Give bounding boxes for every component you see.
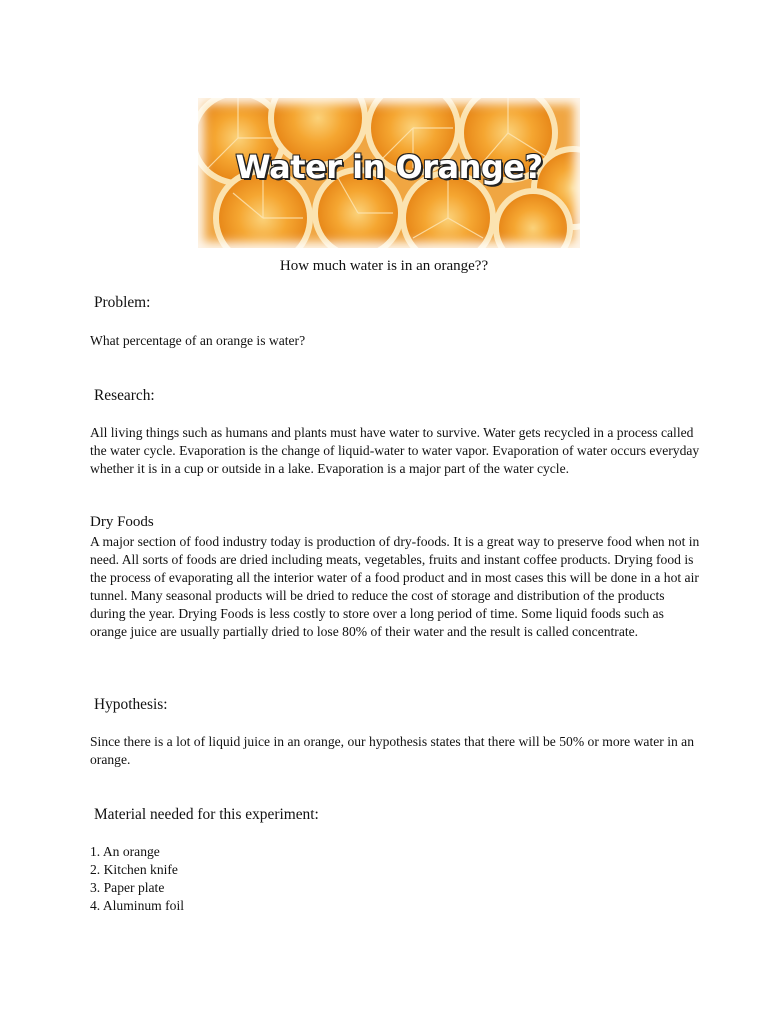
list-item: 4. Aluminum foil: [90, 898, 185, 913]
hypothesis-heading: Hypothesis:: [94, 696, 168, 713]
list-item: 2. Kitchen knife: [90, 862, 178, 877]
list-item: 1. An orange: [90, 844, 160, 859]
research-heading: Research:: [94, 387, 155, 404]
problem-heading: Problem:: [94, 294, 151, 311]
banner-image: [198, 98, 580, 248]
materials-heading: Material needed for this experiment:: [94, 806, 319, 823]
problem-text: What percentage of an orange is water?: [90, 333, 306, 348]
research-text: All living things such as humans and plants must have water to survive. Water gets recycled in a process called the water cycle. Evaporation is the change of liquid-water to water vapor. Evaporation of water occurs everyday whether it is in a cup or outside in a lake. Evaporation is a major part of the water cycle.: [90, 425, 700, 476]
dry-foods-heading: Dry Foods: [90, 514, 154, 530]
image-caption: How much water is in an orange??: [279, 258, 489, 274]
dry-foods-text: A major section of food industry today is production of dry-foods. It is a great way to preserve food when not in need. All sorts of foods are dried including meats, vegetables, fruits and instant coffee products. Drying food is the process of evaporating all the interior water of a food product and in most cases this will be done in a hot air tunnel. Many seasonal products will be dried to reduce the cost of storage and distribution of the products during the year. Drying Foods is less costly to store over a long period of time. Some liquid foods such as orange juice are usually partially dried to lose 80% of their water and the result is called concentrate.: [90, 534, 700, 639]
materials-list: [90, 843, 184, 915]
list-item: 3. Paper plate: [90, 880, 165, 895]
banner-title: Water in Orange?: [235, 148, 543, 186]
hypothesis-text: Since there is a lot of liquid juice in an orange, our hypothesis states that there will be 50% or more water in an orange.: [90, 734, 694, 767]
